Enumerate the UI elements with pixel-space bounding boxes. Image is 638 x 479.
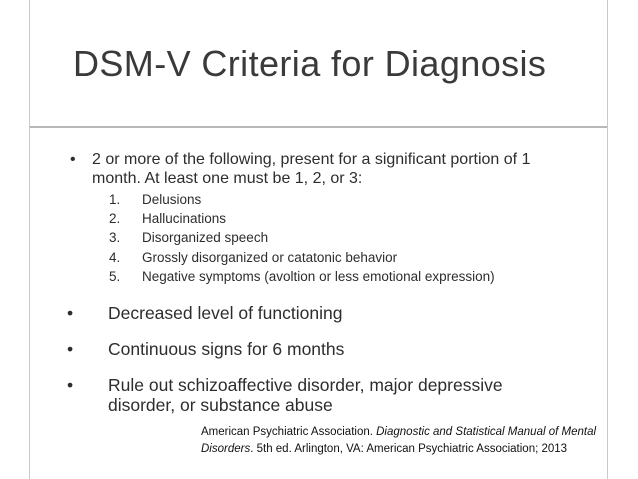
bullet-marker: • [70,151,76,168]
item-number: 2. [109,211,121,227]
item-text: Delusions [142,192,202,207]
list-item [109,248,495,267]
item-number: 5. [109,268,121,284]
list-item [109,228,495,247]
list-item [109,190,495,209]
citation-book-title: Diagnostic and Statistical Manual of Mental Disorders [201,426,597,455]
item-number: 3. [109,230,121,246]
bullet-text: Continuous signs for 6 months [108,339,345,359]
citation [201,424,611,457]
list-item [109,267,495,286]
slide-title: DSM-V Criteria for Diagnosis [73,43,547,84]
citation-publication: . 5th ed. Arlington, VA: American Psychiatric Association; 2013 [250,442,568,455]
citation-author: American Psychiatric Association. [201,426,377,438]
title-divider [30,126,607,128]
list-item [109,209,495,228]
main-criteria-text: 2 or more of the following, present for a significant portion of 1 month. At least one must be 1, 2, or 3: [92,151,531,187]
bullet-marker: • [67,375,74,395]
bullet-text: Decreased level of functioning [108,303,343,323]
item-text: Hallucinations [142,211,227,227]
item-number: 1. [109,192,121,207]
item-text: Disorganized speech [142,230,269,246]
bullet-marker: • [67,303,74,323]
bullet-text: Rule out schizoaffective disorder, major depressive disorder, or substance abuse [108,375,503,415]
item-text: Negative symptoms (avoltion or less emotional expression) [142,268,495,284]
item-number: 4. [109,249,121,265]
item-text: Grossly disorganized or catatonic behavior [142,249,398,265]
bullet-marker: • [67,339,74,359]
symptom-list [109,190,495,286]
